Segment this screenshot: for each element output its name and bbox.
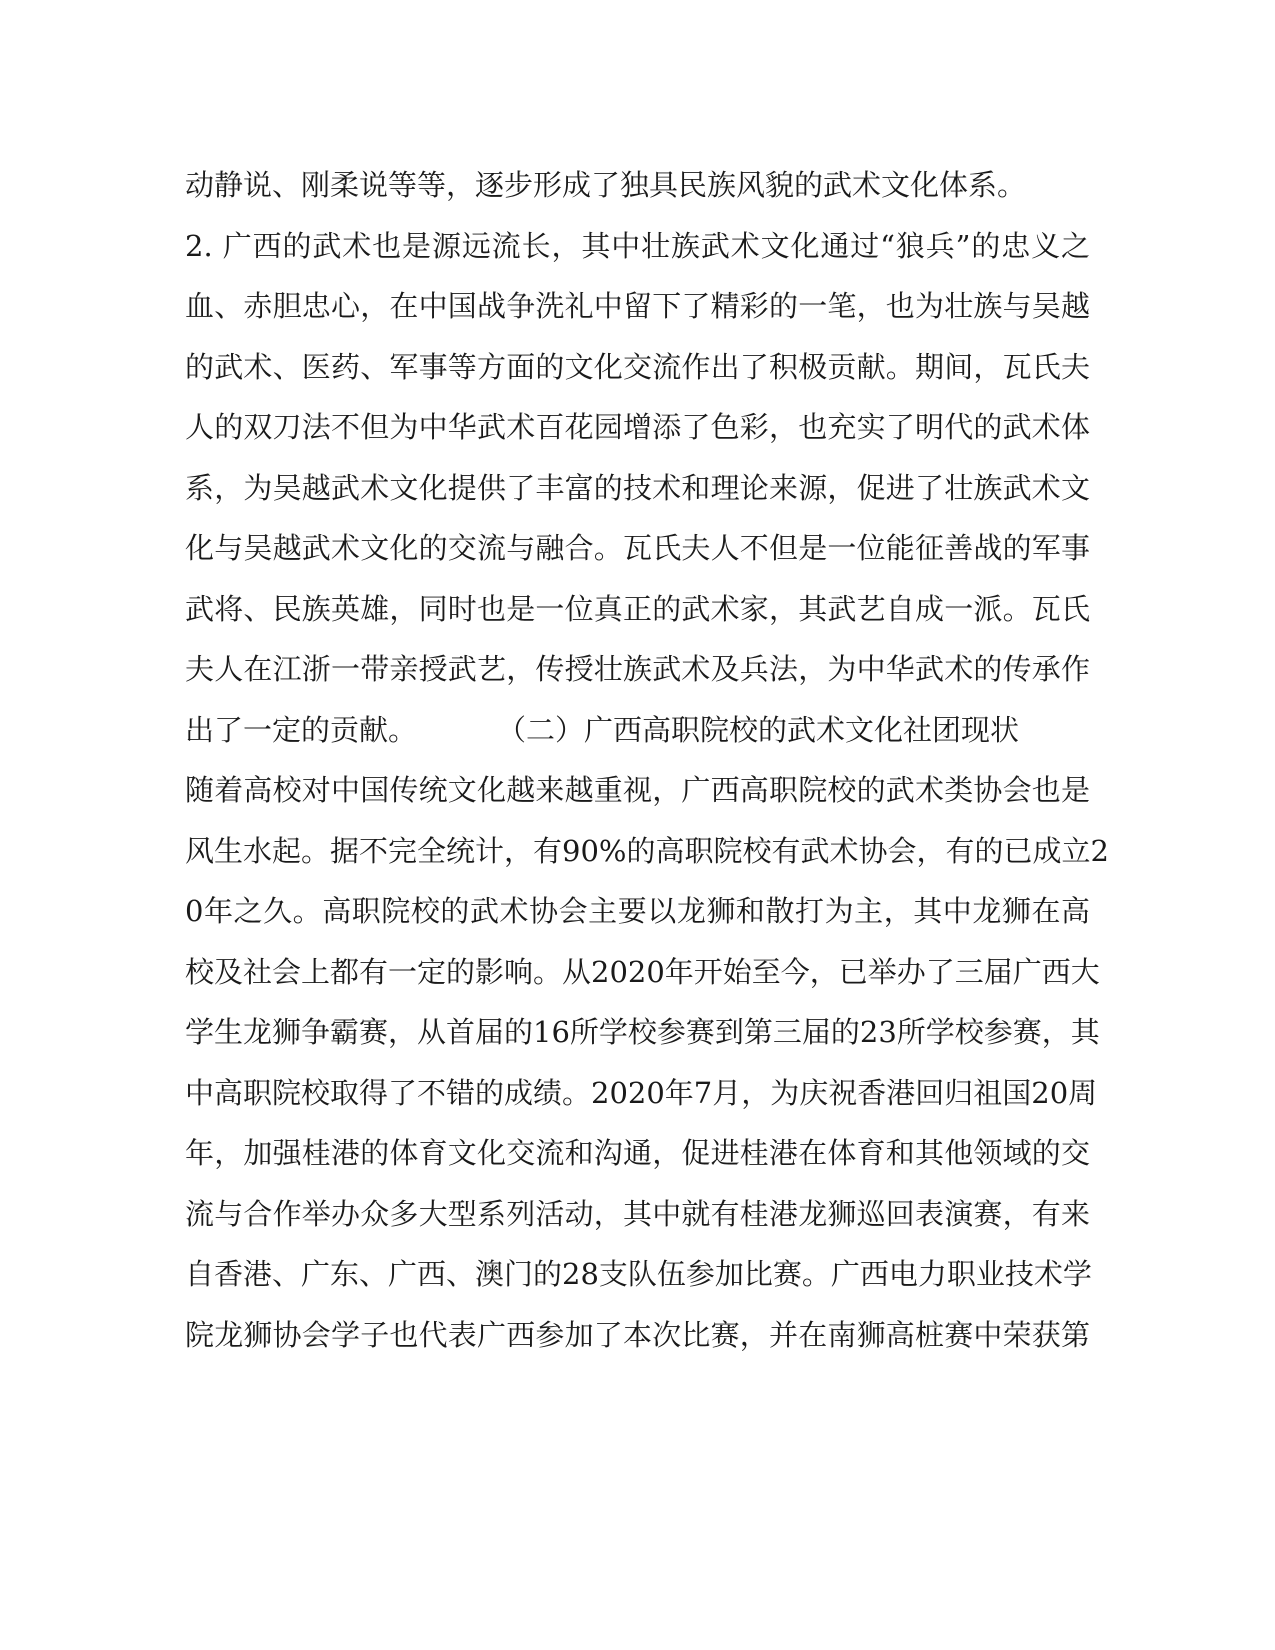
text-line: 风生水起。据不完全统计，有90%的高职院校有武术协会，有的已成立2 (185, 833, 1109, 868)
text-line: 0年之久。高职院校的武术协会主要以龙狮和散打为主，其中龙狮在高 (185, 894, 1090, 928)
text-line: 血、赤胆忠心，在中国战争洗礼中留下了精彩的一笔，也为壮族与吴越 (185, 289, 1090, 323)
text-line: 动静说、刚柔说等等，逐步形成了独具民族风貌的武术文化体系。 (185, 168, 1027, 202)
text-line: 校及社会上都有一定的影响。从2020年开始至今，已举办了三届广西大 (185, 954, 1100, 989)
text-line: 学生龙狮争霸赛，从首届的16所学校参赛到第三届的23所学校参赛，其 (185, 1015, 1100, 1049)
text-line: 夫人在江浙一带亲授武艺，传授壮族武术及兵法，为中华武术的传承作 (185, 652, 1090, 686)
text-line-with-heading (185, 700, 1090, 761)
paragraph-end-text: 出了一定的贡献。 (185, 712, 418, 747)
text-line: 武将、民族英雄，同时也是一位真正的武术家，其武艺自成一派。瓦氏 (185, 591, 1090, 626)
text-line: 自香港、广东、广西、澳门的28支队伍参加比赛。广西电力职业技术学 (185, 1257, 1092, 1291)
text-line: 系，为吴越武术文化提供了丰富的技术和理论来源，促进了壮族武术文 (185, 470, 1090, 505)
text-line: 的武术、医药、军事等方面的文化交流作出了积极贡献。期间，瓦氏夫 (185, 349, 1090, 384)
text-line: 人的双刀法不但为中华武术百花园增添了色彩，也充实了明代的武术体 (185, 410, 1090, 444)
text-line: 化与吴越武术文化的交流与融合。瓦氏夫人不但是一位能征善战的军事 (185, 531, 1090, 565)
body-text (185, 155, 1109, 1365)
text-line: 中高职院校取得了不错的成绩。2020年7月，为庆祝香港回归祖国20周 (185, 1075, 1098, 1110)
text-line: 流与合作举办众多大型系列活动，其中就有桂港龙狮巡回表演赛，有来 (185, 1196, 1090, 1231)
text-line: 院龙狮协会学子也代表广西参加了本次比赛，并在南狮高桩赛中荣获第 (185, 1317, 1090, 1352)
text-line: 随着高校对中国传统文化越来越重视，广西高职院校的武术类协会也是 (185, 773, 1090, 807)
section-heading: （二）广西高职院校的武术文化社团现状 (497, 712, 1020, 747)
text-line: 2. 广西的武术也是源远流长，其中壮族武术文化通过“狼兵”的忠义之 (185, 228, 1090, 263)
text-line: 年，加强桂港的体育文化交流和沟通，促进桂港在体育和其他领域的交 (185, 1136, 1090, 1170)
